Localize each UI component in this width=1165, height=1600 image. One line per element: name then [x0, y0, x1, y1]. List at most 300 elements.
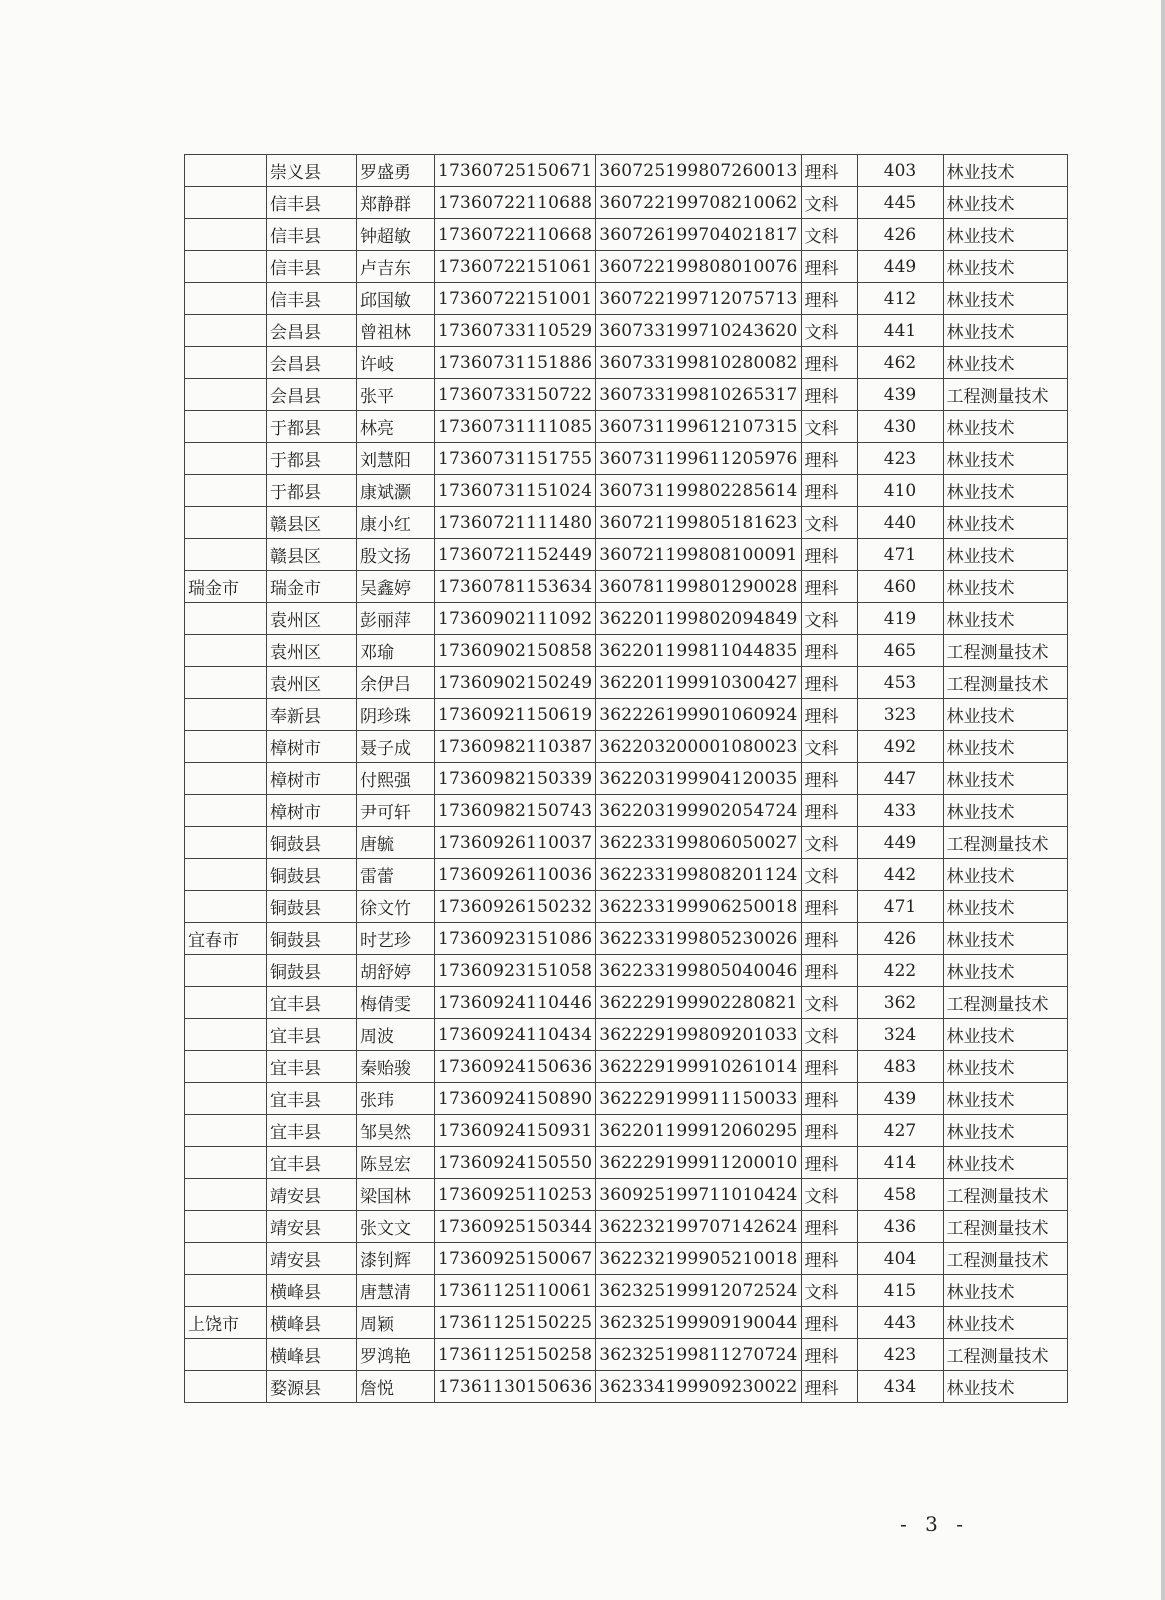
subject-cell: 文科 [801, 1019, 857, 1051]
table-row [185, 699, 1068, 731]
score-cell: 439 [857, 1083, 943, 1115]
exam-number-cell: 17360926150232 [435, 891, 596, 923]
score-cell: 458 [857, 1179, 943, 1211]
id-number-cell: 362203200001080023 [596, 731, 801, 763]
county-cell: 铜鼓县 [267, 859, 357, 891]
table-body [185, 155, 1068, 1403]
exam-number-cell: 17360902111092 [435, 603, 596, 635]
city-cell [185, 347, 267, 379]
subject-cell: 理科 [801, 571, 857, 603]
table-row [185, 859, 1068, 891]
exam-number-cell: 17360982150743 [435, 795, 596, 827]
major-cell: 工程测量技术 [943, 827, 1067, 859]
city-cell [185, 1211, 267, 1243]
name-cell: 尹可轩 [357, 795, 435, 827]
table-row [185, 795, 1068, 827]
city-cell [185, 1243, 267, 1275]
table-row [185, 1051, 1068, 1083]
major-cell: 林业技术 [943, 955, 1067, 987]
table-row [185, 955, 1068, 987]
name-cell: 唐慧清 [357, 1275, 435, 1307]
major-cell: 工程测量技术 [943, 1243, 1067, 1275]
city-cell: 瑞金市 [185, 571, 267, 603]
id-number-cell: 360721199805181623 [596, 507, 801, 539]
subject-cell: 理科 [801, 283, 857, 315]
score-cell: 434 [857, 1371, 943, 1403]
id-number-cell: 360731199802285614 [596, 475, 801, 507]
major-cell: 林业技术 [943, 283, 1067, 315]
city-cell [185, 283, 267, 315]
county-cell: 崇义县 [267, 155, 357, 187]
major-cell: 林业技术 [943, 1019, 1067, 1051]
score-cell: 441 [857, 315, 943, 347]
name-cell: 余伊吕 [357, 667, 435, 699]
subject-cell: 理科 [801, 891, 857, 923]
subject-cell: 理科 [801, 923, 857, 955]
major-cell: 林业技术 [943, 1275, 1067, 1307]
table-row [185, 379, 1068, 411]
score-cell: 440 [857, 507, 943, 539]
exam-number-cell: 17360921150619 [435, 699, 596, 731]
admission-table [184, 154, 1068, 1403]
major-cell: 林业技术 [943, 763, 1067, 795]
table-row [185, 923, 1068, 955]
subject-cell: 文科 [801, 1179, 857, 1211]
name-cell: 吴鑫婷 [357, 571, 435, 603]
name-cell: 秦贻骏 [357, 1051, 435, 1083]
exam-number-cell: 17361130150636 [435, 1371, 596, 1403]
subject-cell: 理科 [801, 379, 857, 411]
city-cell [185, 763, 267, 795]
city-cell [185, 859, 267, 891]
table-row [185, 1019, 1068, 1051]
table-row [185, 443, 1068, 475]
major-cell: 林业技术 [943, 923, 1067, 955]
subject-cell: 理科 [801, 699, 857, 731]
subject-cell: 文科 [801, 827, 857, 859]
major-cell: 林业技术 [943, 315, 1067, 347]
major-cell: 林业技术 [943, 1371, 1067, 1403]
county-cell: 奉新县 [267, 699, 357, 731]
name-cell: 周颖 [357, 1307, 435, 1339]
subject-cell: 理科 [801, 1243, 857, 1275]
county-cell: 樟树市 [267, 763, 357, 795]
county-cell: 靖安县 [267, 1179, 357, 1211]
major-cell: 工程测量技术 [943, 379, 1067, 411]
name-cell: 邓瑜 [357, 635, 435, 667]
major-cell: 林业技术 [943, 475, 1067, 507]
exam-number-cell: 17360924110446 [435, 987, 596, 1019]
name-cell: 周波 [357, 1019, 435, 1051]
table-row [185, 987, 1068, 1019]
county-cell: 横峰县 [267, 1275, 357, 1307]
id-number-cell: 360725199807260013 [596, 155, 801, 187]
county-cell: 信丰县 [267, 283, 357, 315]
city-cell [185, 635, 267, 667]
exam-number-cell: 17360721111480 [435, 507, 596, 539]
exam-number-cell: 17360902150858 [435, 635, 596, 667]
city-cell [185, 795, 267, 827]
id-number-cell: 362233199806050027 [596, 827, 801, 859]
score-cell: 471 [857, 891, 943, 923]
name-cell: 曾祖林 [357, 315, 435, 347]
score-cell: 410 [857, 475, 943, 507]
subject-cell: 理科 [801, 955, 857, 987]
major-cell: 工程测量技术 [943, 1211, 1067, 1243]
exam-number-cell: 17360731111085 [435, 411, 596, 443]
name-cell: 张玮 [357, 1083, 435, 1115]
id-number-cell: 362203199904120035 [596, 763, 801, 795]
name-cell: 漆钊辉 [357, 1243, 435, 1275]
table-row [185, 411, 1068, 443]
city-cell [185, 315, 267, 347]
table-row [185, 251, 1068, 283]
name-cell: 彭丽萍 [357, 603, 435, 635]
table-row [185, 155, 1068, 187]
city-cell [185, 155, 267, 187]
county-cell: 樟树市 [267, 731, 357, 763]
city-cell [185, 379, 267, 411]
id-number-cell: 362229199911150033 [596, 1083, 801, 1115]
subject-cell: 理科 [801, 155, 857, 187]
city-cell [185, 187, 267, 219]
id-number-cell: 360781199801290028 [596, 571, 801, 603]
table-row [185, 1371, 1068, 1403]
table-row [185, 1243, 1068, 1275]
score-cell: 430 [857, 411, 943, 443]
subject-cell: 理科 [801, 1051, 857, 1083]
id-number-cell: 360722199808010076 [596, 251, 801, 283]
score-cell: 449 [857, 251, 943, 283]
major-cell: 林业技术 [943, 187, 1067, 219]
name-cell: 康小红 [357, 507, 435, 539]
exam-number-cell: 17360924150636 [435, 1051, 596, 1083]
county-cell: 宜丰县 [267, 1147, 357, 1179]
score-cell: 492 [857, 731, 943, 763]
major-cell: 工程测量技术 [943, 667, 1067, 699]
name-cell: 刘慧阳 [357, 443, 435, 475]
id-number-cell: 360731199612107315 [596, 411, 801, 443]
city-cell [185, 219, 267, 251]
name-cell: 林亮 [357, 411, 435, 443]
score-cell: 462 [857, 347, 943, 379]
table-row [185, 315, 1068, 347]
major-cell: 工程测量技术 [943, 1339, 1067, 1371]
exam-number-cell: 17360733150722 [435, 379, 596, 411]
city-cell [185, 1051, 267, 1083]
major-cell: 工程测量技术 [943, 635, 1067, 667]
exam-number-cell: 17360982150339 [435, 763, 596, 795]
county-cell: 铜鼓县 [267, 955, 357, 987]
city-cell [185, 667, 267, 699]
exam-number-cell: 17361125110061 [435, 1275, 596, 1307]
score-cell: 323 [857, 699, 943, 731]
county-cell: 信丰县 [267, 251, 357, 283]
county-cell: 宜丰县 [267, 1115, 357, 1147]
score-cell: 412 [857, 283, 943, 315]
subject-cell: 理科 [801, 1307, 857, 1339]
name-cell: 徐文竹 [357, 891, 435, 923]
subject-cell: 理科 [801, 635, 857, 667]
table-row [185, 1275, 1068, 1307]
score-cell: 404 [857, 1243, 943, 1275]
county-cell: 于都县 [267, 411, 357, 443]
city-cell [185, 1179, 267, 1211]
county-cell: 袁州区 [267, 635, 357, 667]
county-cell: 横峰县 [267, 1307, 357, 1339]
city-cell [185, 955, 267, 987]
county-cell: 宜丰县 [267, 987, 357, 1019]
name-cell: 卢吉东 [357, 251, 435, 283]
score-cell: 362 [857, 987, 943, 1019]
table-row [185, 539, 1068, 571]
county-cell: 宜丰县 [267, 1083, 357, 1115]
table-row [185, 731, 1068, 763]
name-cell: 康斌灏 [357, 475, 435, 507]
major-cell: 林业技术 [943, 699, 1067, 731]
exam-number-cell: 17360925150067 [435, 1243, 596, 1275]
name-cell: 时艺珍 [357, 923, 435, 955]
county-cell: 信丰县 [267, 187, 357, 219]
id-number-cell: 362325199811270724 [596, 1339, 801, 1371]
city-cell [185, 1371, 267, 1403]
subject-cell: 文科 [801, 315, 857, 347]
city-cell [185, 507, 267, 539]
county-cell: 袁州区 [267, 603, 357, 635]
id-number-cell: 362229199809201033 [596, 1019, 801, 1051]
score-cell: 414 [857, 1147, 943, 1179]
subject-cell: 文科 [801, 1275, 857, 1307]
table-row [185, 1083, 1068, 1115]
subject-cell: 理科 [801, 1083, 857, 1115]
city-cell [185, 1147, 267, 1179]
major-cell: 林业技术 [943, 539, 1067, 571]
table-row [185, 1339, 1068, 1371]
exam-number-cell: 17360926110037 [435, 827, 596, 859]
id-number-cell: 362229199910261014 [596, 1051, 801, 1083]
table-row [185, 763, 1068, 795]
name-cell: 付熙强 [357, 763, 435, 795]
city-cell [185, 1339, 267, 1371]
id-number-cell: 362232199905210018 [596, 1243, 801, 1275]
id-number-cell: 360733199710243620 [596, 315, 801, 347]
city-cell [185, 731, 267, 763]
table-row [185, 1147, 1068, 1179]
id-number-cell: 360925199711010424 [596, 1179, 801, 1211]
table-row [185, 187, 1068, 219]
city-cell [185, 1083, 267, 1115]
exam-number-cell: 17360902150249 [435, 667, 596, 699]
county-cell: 婺源县 [267, 1371, 357, 1403]
table-row [185, 571, 1068, 603]
major-cell: 林业技术 [943, 1083, 1067, 1115]
score-cell: 426 [857, 219, 943, 251]
subject-cell: 理科 [801, 1115, 857, 1147]
name-cell: 聂子成 [357, 731, 435, 763]
name-cell: 殷文扬 [357, 539, 435, 571]
subject-cell: 理科 [801, 443, 857, 475]
table-row [185, 827, 1068, 859]
major-cell: 林业技术 [943, 1147, 1067, 1179]
city-cell: 上饶市 [185, 1307, 267, 1339]
score-cell: 443 [857, 1307, 943, 1339]
subject-cell: 理科 [801, 1339, 857, 1371]
county-cell: 宜丰县 [267, 1019, 357, 1051]
id-number-cell: 362233199808201124 [596, 859, 801, 891]
major-cell: 林业技术 [943, 859, 1067, 891]
score-cell: 483 [857, 1051, 943, 1083]
major-cell: 林业技术 [943, 795, 1067, 827]
exam-number-cell: 17361125150225 [435, 1307, 596, 1339]
score-cell: 436 [857, 1211, 943, 1243]
subject-cell: 理科 [801, 475, 857, 507]
county-cell: 会昌县 [267, 379, 357, 411]
id-number-cell: 362201199912060295 [596, 1115, 801, 1147]
table-row [185, 891, 1068, 923]
exam-number-cell: 17360731151886 [435, 347, 596, 379]
id-number-cell: 362233199906250018 [596, 891, 801, 923]
table-row [185, 1211, 1068, 1243]
major-cell: 林业技术 [943, 219, 1067, 251]
city-cell [185, 987, 267, 1019]
subject-cell: 理科 [801, 667, 857, 699]
subject-cell: 文科 [801, 859, 857, 891]
page-edge [1161, 0, 1165, 1600]
id-number-cell: 362233199805040046 [596, 955, 801, 987]
subject-cell: 理科 [801, 251, 857, 283]
table-row [185, 507, 1068, 539]
id-number-cell: 362325199909190044 [596, 1307, 801, 1339]
county-cell: 于都县 [267, 475, 357, 507]
id-number-cell: 360721199808100091 [596, 539, 801, 571]
id-number-cell: 362229199911200010 [596, 1147, 801, 1179]
score-cell: 415 [857, 1275, 943, 1307]
exam-number-cell: 17360923151058 [435, 955, 596, 987]
score-cell: 324 [857, 1019, 943, 1051]
id-number-cell: 360722199708210062 [596, 187, 801, 219]
subject-cell: 文科 [801, 731, 857, 763]
name-cell: 陈昱宏 [357, 1147, 435, 1179]
major-cell: 工程测量技术 [943, 987, 1067, 1019]
major-cell: 林业技术 [943, 891, 1067, 923]
exam-number-cell: 17360924150550 [435, 1147, 596, 1179]
subject-cell: 理科 [801, 1211, 857, 1243]
county-cell: 信丰县 [267, 219, 357, 251]
city-cell [185, 1019, 267, 1051]
table-row [185, 347, 1068, 379]
city-cell [185, 603, 267, 635]
table-row [185, 219, 1068, 251]
major-cell: 林业技术 [943, 603, 1067, 635]
county-cell: 樟树市 [267, 795, 357, 827]
table-row [185, 283, 1068, 315]
city-cell [185, 443, 267, 475]
county-cell: 赣县区 [267, 507, 357, 539]
exam-number-cell: 17360924150931 [435, 1115, 596, 1147]
city-cell [185, 1275, 267, 1307]
major-cell: 林业技术 [943, 251, 1067, 283]
major-cell: 林业技术 [943, 571, 1067, 603]
county-cell: 靖安县 [267, 1211, 357, 1243]
id-number-cell: 360733199810280082 [596, 347, 801, 379]
county-cell: 会昌县 [267, 315, 357, 347]
exam-number-cell: 17360925110253 [435, 1179, 596, 1211]
id-number-cell: 362325199912072524 [596, 1275, 801, 1307]
exam-number-cell: 17360722110688 [435, 187, 596, 219]
score-cell: 427 [857, 1115, 943, 1147]
county-cell: 铜鼓县 [267, 923, 357, 955]
major-cell: 林业技术 [943, 155, 1067, 187]
county-cell: 宜丰县 [267, 1051, 357, 1083]
major-cell: 林业技术 [943, 1307, 1067, 1339]
exam-number-cell: 17360721152449 [435, 539, 596, 571]
score-cell: 422 [857, 955, 943, 987]
subject-cell: 理科 [801, 795, 857, 827]
name-cell: 许岐 [357, 347, 435, 379]
county-cell: 赣县区 [267, 539, 357, 571]
score-cell: 423 [857, 1339, 943, 1371]
score-cell: 460 [857, 571, 943, 603]
id-number-cell: 362233199805230026 [596, 923, 801, 955]
table-row [185, 635, 1068, 667]
subject-cell: 文科 [801, 219, 857, 251]
subject-cell: 理科 [801, 1371, 857, 1403]
name-cell: 罗鸿艳 [357, 1339, 435, 1371]
city-cell [185, 251, 267, 283]
county-cell: 横峰县 [267, 1339, 357, 1371]
id-number-cell: 360733199810265317 [596, 379, 801, 411]
exam-number-cell: 17360781153634 [435, 571, 596, 603]
name-cell: 郑静群 [357, 187, 435, 219]
major-cell: 林业技术 [943, 347, 1067, 379]
table-row [185, 1307, 1068, 1339]
major-cell: 林业技术 [943, 731, 1067, 763]
table-row [185, 475, 1068, 507]
county-cell: 于都县 [267, 443, 357, 475]
county-cell: 会昌县 [267, 347, 357, 379]
city-cell [185, 827, 267, 859]
score-cell: 426 [857, 923, 943, 955]
score-cell: 423 [857, 443, 943, 475]
id-number-cell: 362201199811044835 [596, 635, 801, 667]
name-cell: 张文文 [357, 1211, 435, 1243]
table-row [185, 1115, 1068, 1147]
name-cell: 胡舒婷 [357, 955, 435, 987]
score-cell: 403 [857, 155, 943, 187]
score-cell: 449 [857, 827, 943, 859]
exam-number-cell: 17360731151755 [435, 443, 596, 475]
exam-number-cell: 17360722110668 [435, 219, 596, 251]
city-cell [185, 411, 267, 443]
city-cell [185, 1115, 267, 1147]
subject-cell: 理科 [801, 347, 857, 379]
county-cell: 铜鼓县 [267, 891, 357, 923]
table-row [185, 667, 1068, 699]
exam-number-cell: 17360926110036 [435, 859, 596, 891]
subject-cell: 理科 [801, 1147, 857, 1179]
name-cell: 唐毓 [357, 827, 435, 859]
table-row [185, 1179, 1068, 1211]
exam-number-cell: 17360925150344 [435, 1211, 596, 1243]
id-number-cell: 362229199902280821 [596, 987, 801, 1019]
subject-cell: 文科 [801, 603, 857, 635]
exam-number-cell: 17360923151086 [435, 923, 596, 955]
city-cell: 宜春市 [185, 923, 267, 955]
id-number-cell: 360731199611205976 [596, 443, 801, 475]
page-number: - 3 - [900, 1512, 969, 1536]
exam-number-cell: 17360733110529 [435, 315, 596, 347]
major-cell: 林业技术 [943, 411, 1067, 443]
